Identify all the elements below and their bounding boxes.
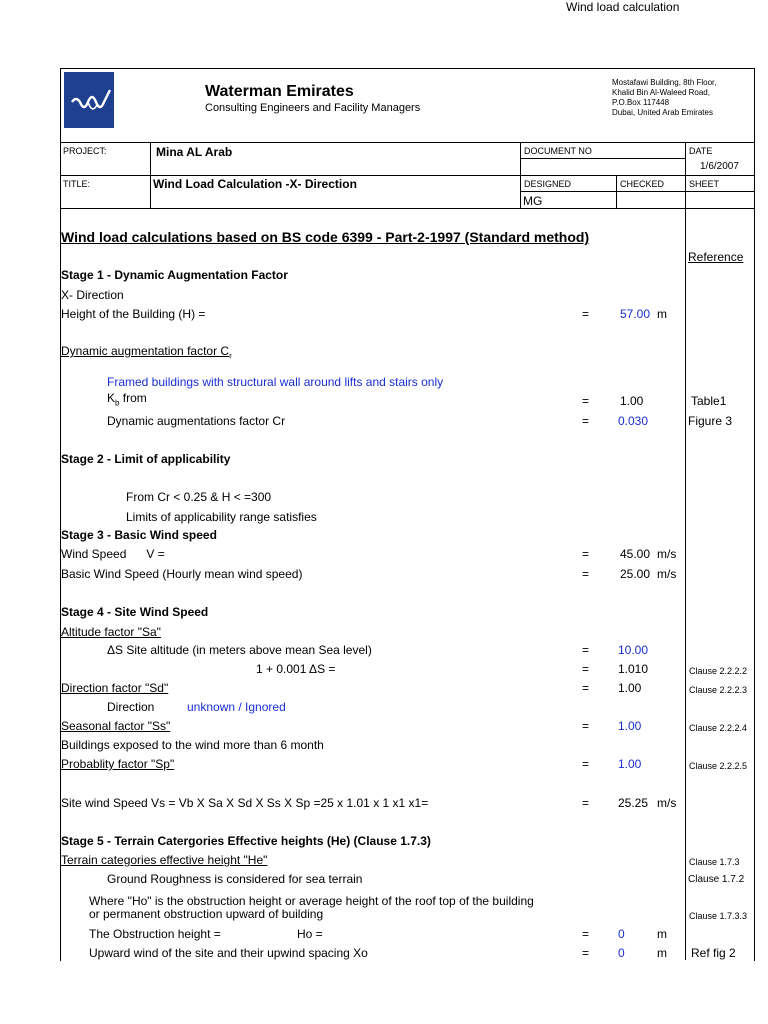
designed-value: MG [523, 194, 543, 208]
terrain-height-label: Terrain categories effective height "He" [61, 853, 268, 867]
equals-sign: = [582, 567, 590, 581]
upwind-spacing-value: 0 [618, 946, 625, 960]
project-label: PROJECT: [63, 146, 107, 156]
calc-heading: Wind load calculations based on BS code 6399 - Part-2-1997 (Standard method) [61, 229, 590, 245]
equals-sign: = [582, 547, 590, 561]
probability-factor-label: Probablity factor "Sp" [61, 757, 175, 771]
equals-sign: = [582, 719, 590, 733]
checked-column-line [616, 175, 617, 208]
altitude-factor-label: Altitude factor "Sa" [61, 625, 161, 639]
wind-speed-value: 45.00 [620, 547, 651, 561]
direction-label: X- Direction [61, 288, 124, 302]
header-divider [60, 142, 754, 143]
stage5-title: Stage 5 - Terrain Catergories Effective heights (He) (Clause 1.7.3) [61, 834, 431, 848]
stage3-title: Stage 3 - Basic Wind speed [61, 528, 217, 542]
basic-wind-unit: m/s [657, 567, 677, 581]
equals-sign: = [582, 946, 590, 960]
address-line: Dubai, United Arab Emirates [612, 108, 713, 117]
height-label: Height of the Building (H) = [61, 307, 206, 321]
form-bottom-divider [60, 208, 754, 209]
upwind-reference: Ref fig 2 [691, 946, 736, 960]
checked-label: CHECKED [620, 179, 665, 189]
address-line: Mostafawi Building, 8th Floor, [612, 78, 717, 87]
seasonal-factor-label: Seasonal factor "Ss" [61, 719, 171, 733]
equals-sign: = [582, 927, 590, 941]
stage1-title: Stage 1 - Dynamic Augmentation Factor [61, 268, 288, 282]
equals-sign: = [582, 662, 590, 676]
seasonal-factor-value: 1.00 [618, 719, 642, 733]
company-name: Waterman Emirates [205, 83, 354, 100]
reference-column-line [685, 142, 686, 960]
address-line: Khalid Bin Al-Waleed Road, [612, 88, 710, 97]
designed-divider [520, 191, 754, 192]
obstruction-note-line2: or permanent obstruction upward of building [89, 907, 324, 921]
wind-speed-unit: m/s [657, 547, 677, 561]
kb-reference: Table1 [691, 394, 727, 408]
cr-label: Dynamic augmentations factor Cr [107, 414, 286, 428]
company-tagline: Consulting Engineers and Facility Managers [205, 102, 421, 114]
row-divider [60, 175, 754, 176]
equals-sign: = [582, 757, 590, 771]
upwind-spacing-label: Upward wind of the site and their upwind spacing Xo [89, 946, 368, 960]
probability-factor-value: 1.00 [618, 757, 642, 771]
project-value: Mina AL Arab [156, 145, 233, 159]
site-altitude-value: 10.00 [618, 643, 649, 657]
stage4-title: Stage 4 - Site Wind Speed [61, 605, 209, 619]
applicability-condition: From Cr < 0.25 & H < =300 [126, 490, 272, 504]
roughness-reference: Clause 1.7.2 [688, 874, 745, 885]
obstruction-height-label: The Obstruction height = [89, 927, 221, 941]
daf-label: Dynamic augmentation factor $C_r$ [61, 344, 232, 361]
height-unit: m [657, 307, 667, 321]
direction-text: Direction [107, 700, 155, 714]
site-wind-speed-value: 25.25 [618, 796, 649, 810]
upwind-spacing-unit: m [657, 946, 667, 960]
direction-value: unknown / Ignored [187, 700, 286, 714]
stage2-title: Stage 2 - Limit of applicability [61, 452, 231, 466]
equals-sign: = [582, 307, 590, 321]
site-altitude-label: ΔS Site altitude (in meters above mean Sea level) [107, 643, 372, 657]
direction-factor-value: 1.00 [618, 681, 642, 695]
altitude-factor-value: 1.010 [618, 662, 649, 676]
altitude-formula: 1 + 0.001 ΔS = [256, 662, 336, 676]
document-no-label: DOCUMENT NO [524, 146, 592, 156]
direction-factor-label: Direction factor "Sd" [61, 681, 169, 695]
cr-value: 0.030 [618, 414, 649, 428]
direction-reference: Clause 2.2.2.3 [689, 685, 748, 695]
obstruction-height-unit: m [657, 927, 667, 941]
altitude-reference: Clause 2.2.2.2 [689, 666, 748, 676]
height-value: 57.00 [620, 307, 651, 321]
obstruction-note-line1: Where "Ho" is the obstruction height or average height of the roof top of the building [89, 894, 534, 908]
page-title: Wind load calculation [566, 0, 680, 14]
reference-header: Reference [688, 250, 744, 264]
docno-column-line [520, 142, 521, 208]
kb-value: 1.00 [620, 394, 644, 408]
sheet-label: SHEET [689, 179, 720, 189]
framed-note: Framed buildings with structural wall around lifts and stairs only [107, 375, 444, 389]
date-value: 1/6/2007 [700, 161, 739, 172]
basic-wind-label: Basic Wind Speed (Hourly mean wind speed) [61, 567, 303, 581]
label-column-line [150, 142, 151, 208]
company-address [612, 78, 717, 118]
exposure-note: Buildings exposed to the wind more than 6 month [61, 738, 324, 752]
designed-label: DESIGNED [524, 179, 572, 189]
site-wind-speed-label: Site wind Speed Vs = Vb X Sa X Sd X Ss X Sp =25 x 1.01 x 1 x1 x1= [61, 796, 429, 810]
terrain-reference: Clause 1.7.3 [689, 857, 740, 867]
roughness-note: Ground Roughness is considered for sea terrain [107, 872, 363, 886]
probability-reference: Clause 2.2.2.5 [689, 761, 748, 771]
wind-speed-label: Wind Speed V = [61, 547, 165, 561]
title-value: Wind Load Calculation -X- Direction [153, 177, 357, 191]
equals-sign: = [582, 643, 590, 657]
kb-label: $K_b$ from [107, 391, 147, 408]
seasonal-reference: Clause 2.2.2.4 [689, 723, 748, 733]
docno-divider [520, 158, 685, 159]
date-label: DATE [689, 146, 713, 156]
obstruction-height-value: 0 [618, 927, 625, 941]
title-label: TITLE: [63, 179, 91, 189]
equals-sign: = [582, 796, 590, 810]
equals-sign: = [582, 414, 590, 428]
obstruction-symbol: Ho = [297, 927, 323, 941]
applicability-result: Limits of applicability range satisfies [126, 510, 317, 524]
address-line: P.O.Box 117448 [612, 98, 670, 107]
obstruction-note-reference: Clause 1.7.3.3 [689, 911, 748, 921]
company-logo [64, 72, 114, 128]
basic-wind-value: 25.00 [620, 567, 651, 581]
equals-sign: = [582, 681, 590, 695]
equals-sign: = [582, 394, 590, 408]
cr-reference: Figure 3 [688, 414, 733, 428]
site-wind-speed-unit: m/s [657, 796, 677, 810]
